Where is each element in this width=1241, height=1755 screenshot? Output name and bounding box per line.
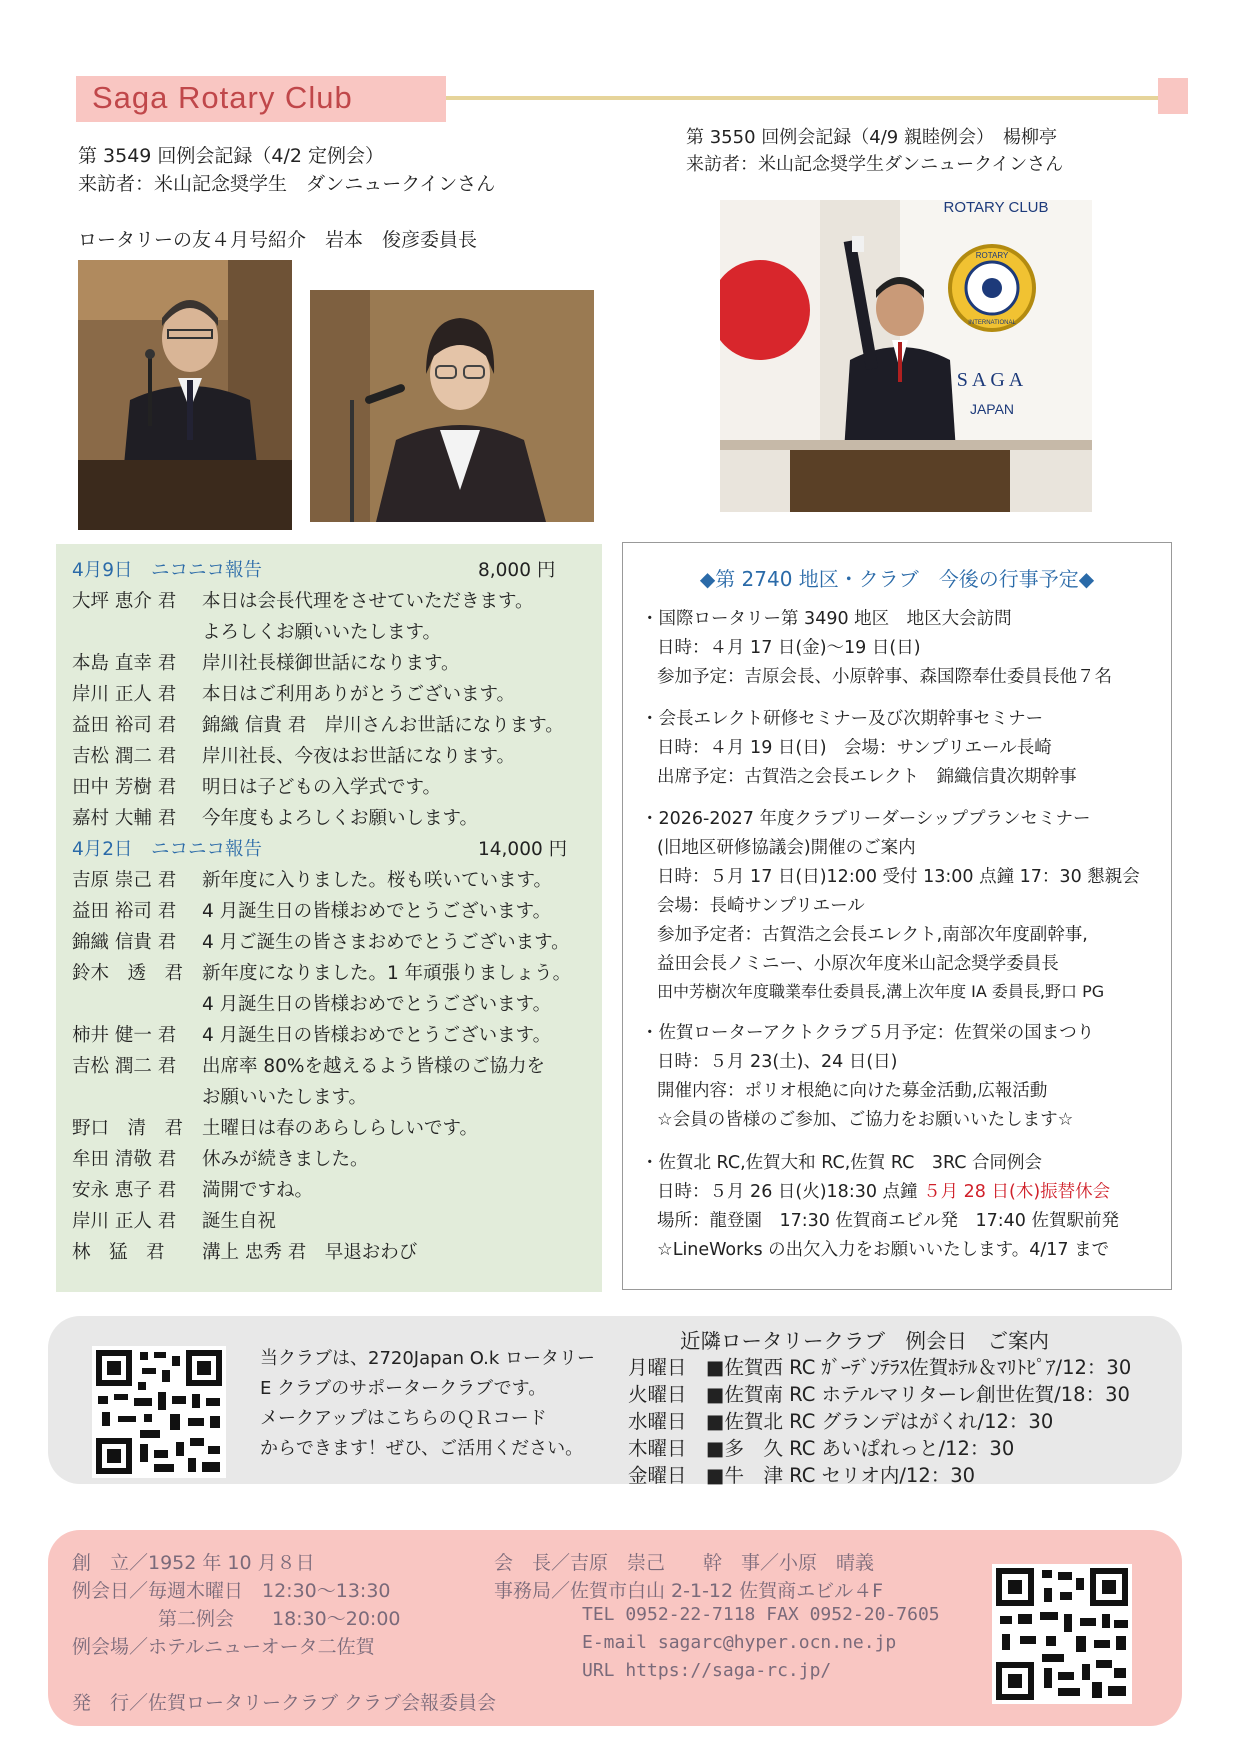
list-item: 本島 直幸 君 岸川社長様御世話になります。: [72, 653, 460, 674]
schedule-item-line: 日時：４月 17 日(金)～19 日(日): [657, 638, 921, 658]
website-link[interactable]: URL https://saga-rc.jp/: [582, 1660, 832, 1681]
banner-saga: SAGA: [956, 369, 1028, 391]
list-item: 益田 裕司 君 4 月誕生日の皆様おめでとうございます。: [72, 901, 552, 922]
list-item: 吉松 潤二 君 出席率 80%を越えるよう皆様のご協力を: [72, 1056, 546, 1077]
officers: 会 長／吉原 崇己 幹 事／小原 晴義: [494, 1552, 875, 1574]
photo-toast: [720, 200, 1092, 512]
emblem-international-text: INTERNATIONAL: [968, 320, 1016, 326]
supporter-line: メークアップはこちらのＱＲコード: [260, 1408, 547, 1429]
schedule-title: ◆第 2740 地区・クラブ 今後の行事予定◆: [699, 567, 1095, 591]
table-row: 月曜日 ■佐賀西 RC ｶﾞｰﾃﾞﾝﾃﾗｽ佐賀ﾎﾃﾙ＆ﾏﾘﾄﾋﾟｱ/12：30: [628, 1356, 1132, 1379]
meeting-venue: 例会場／ホテルニューオータ二佐賀: [72, 1636, 375, 1658]
tel-fax: TEL 0952-22-7118 FAX 0952-20-7605: [582, 1604, 940, 1625]
schedule-item-line: 出席予定：古賀浩之会長エレクト 錦織信貴次期幹事: [657, 767, 1077, 787]
schedule-item-line: 日時：５月 17 日(日)12:00 受付 13:00 点鐘 17：30 懇親会: [657, 867, 1140, 887]
supporter-line: からできます！ぜひ、ご活用ください。: [260, 1438, 584, 1459]
publisher: 発 行／佐賀ロータリークラブ クラブ会報委員会: [72, 1692, 497, 1714]
list-item: 田中 芳樹 君 明日は子どもの入学式です。: [72, 777, 442, 798]
website-qr-code[interactable]: [992, 1564, 1132, 1704]
schedule-item-line: 場所：龍登園 17:30 佐賀商エビル発 17:40 佐賀駅前発: [657, 1211, 1119, 1231]
club-title: Saga Rotary Club: [92, 80, 353, 115]
nikoniko-apr2-heading: 4月2日 ニコニコ報告: [72, 839, 263, 860]
header-rule: [446, 96, 1158, 100]
schedule-item-title: ・佐賀北 RC,佐賀大和 RC,佐賀 RC 3RC 合同例会: [641, 1153, 1043, 1173]
table-row: 木曜日 ■多 久 RC あいぱれっと/12：30: [628, 1437, 1015, 1460]
schedule-item-line: 開催内容：ポリオ根絶に向けた募金活動,広報活動: [657, 1081, 1048, 1101]
supporter-line: E クラブのサポータークラブです。: [260, 1378, 547, 1399]
schedule-panel: [622, 542, 1172, 1290]
nikoniko-apr2-amount: 14,000 円: [478, 839, 568, 860]
schedule-item-line: ☆会員の皆様のご参加、ご協力をお願いいたします☆: [657, 1110, 1074, 1130]
list-item: 嘉村 大輔 君 今年度もよろしくお願いします。: [72, 808, 479, 829]
photo-speaker-iwamoto: [78, 260, 292, 530]
founded-date: 創 立／1952 年 10 月８日: [72, 1552, 315, 1574]
meeting-3550-title: 第 3550 回例会記録（4/9 親睦例会） 楊柳亭: [686, 127, 1057, 148]
footer-box: [48, 1530, 1182, 1726]
list-item: 鈴木 透 君 新年度になりました。1 年頑張りましょう。: [72, 963, 572, 984]
list-item: 益田 裕司 君 錦織 信貴 君 岸川さんお世話になります。: [72, 715, 564, 736]
schedule-item-line: 田中芳樹次年度職業奉仕委員長,溝上次年度 IA 委員長,野口 PG: [657, 982, 1105, 1001]
list-item: 吉原 崇己 君 新年度に入りました。桜も咲いています。: [72, 870, 553, 891]
emblem-rotary-text: ROTARY: [975, 251, 1009, 260]
meeting-3549-title: 第 3549 回例会記録（4/2 定例会）: [78, 145, 385, 167]
photo-speaker-student: [310, 290, 594, 522]
supporter-line: 当クラブは、2720Japan O.k ロータリー: [260, 1348, 596, 1369]
schedule-item-line: 日時：５月 26 日(火)18:30 点鐘 ５月 28 日(木)振替休会: [657, 1182, 1111, 1202]
header-ornament: [1158, 78, 1188, 114]
schedule-item-title: ・佐賀ローターアクトクラブ５月予定：佐賀栄の国まつり: [641, 1023, 1095, 1043]
meeting-day: 例会日／毎週木曜日 12:30～13:30: [72, 1580, 391, 1602]
office-address: 事務局／佐賀市白山 2-1-12 佐賀商エビル４F: [494, 1580, 884, 1602]
email-link[interactable]: E-mail sagarc@hyper.ocn.ne.jp: [582, 1632, 897, 1653]
schedule-item-line: 日時：４月 19 日(日) 会場：サンプリエール長崎: [657, 738, 1052, 758]
makeup-qr-code[interactable]: [92, 1346, 226, 1478]
schedule-item-title: ・会長エレクト研修セミナー及び次期幹事セミナー: [641, 709, 1044, 729]
second-meeting: 第二例会 18:30～20:00: [158, 1608, 401, 1630]
nikoniko-apr9-heading: 4月9日 ニコニコ報告: [72, 560, 263, 581]
list-item: 岸川 正人 君 本日はご利用ありがとうございます。: [72, 684, 516, 705]
list-item: 吉松 潤二 君 岸川社長、今夜はお世話になります。: [72, 746, 516, 767]
neighbor-clubs-title: 近隣ロータリークラブ 例会日 ご案内: [680, 1329, 1049, 1353]
list-item: 岸川 正人 君 誕生自祝: [72, 1211, 277, 1232]
magazine-intro: ロータリーの友４月号紹介 岩本 俊彦委員長: [78, 229, 478, 251]
table-row: 火曜日 ■佐賀南 RC ホテルマリターレ創世佐賀/18：30: [628, 1383, 1130, 1406]
table-row: 金曜日 ■牛 津 RC セリオ内/12：30: [628, 1464, 976, 1487]
banner-rotary-club: ROTARY CLUB: [943, 200, 1049, 216]
supporter-box: [48, 1316, 1182, 1487]
schedule-item-line: 益田会長ノミニー、小原次年度米山記念奨学委員長: [657, 954, 1059, 974]
schedule-item-line: 日時：５月 23(土)、24 日(日): [657, 1052, 898, 1072]
list-item: 牟田 清敬 君 休みが続きました。: [72, 1149, 369, 1170]
list-item: 大坪 恵介 君 本日は会長代理をさせていただきます。: [72, 591, 534, 612]
list-item: 林 猛 君 溝上 忠秀 君 早退おわび: [72, 1242, 418, 1263]
table-row: 水曜日 ■佐賀北 RC グランデはがくれ/12：30: [628, 1410, 1054, 1433]
schedule-item-line: 参加予定者：古賀浩之会長エレクト,南部次年度副幹事,: [657, 925, 1088, 945]
list-item: 柿井 健一 君 4 月誕生日の皆様おめでとうございます。: [72, 1025, 552, 1046]
banner-japan: JAPAN: [969, 401, 1015, 417]
list-item: 安永 恵子 君 満開ですね。: [72, 1180, 314, 1201]
meeting-3549-visitor: 来訪者：米山記念奨学生 ダンニュークインさん: [78, 173, 496, 195]
schedule-item-line: ☆LineWorks の出欠入力をお願いいたします。4/17 まで: [657, 1240, 1110, 1260]
schedule-item-line: (旧地区研修協議会)開催のご案内: [657, 838, 916, 858]
schedule-red-note: ５月 28 日(木)振替休会: [923, 1182, 1111, 1202]
list-item: 野口 清 君 土曜日は春のあらしらしいです。: [72, 1118, 479, 1139]
meeting-3550-visitor: 来訪者：米山記念奨学生ダンニュークインさん: [686, 154, 1064, 175]
nikoniko-panel: 4月9日 ニコニコ報告 8,000 円 大坪 恵介 君 本日は会長代理をさせていただきます。 よろしくお願いいたします。 本島 直幸 君 岸川社長様御世話になります。 岸川 正人 君 本日はご利用ありがとうございます。 益田 裕司 君 錦織 信貴 君 岸川さんお世話になります。 吉松 潤二 君 岸川社長、今夜はお世話になります。 田中 芳樹 君 明日は子どもの入学式です。 嘉村 大輔 君 今年度もよろしくお願いします。 4月2日 ニコニコ報告 14,000 円 吉原 崇己 君 新年度に入りました。桜も咲いています。 益田 裕司 君 4 月誕生日の皆様おめでとうございます。 錦織 信貴 君 4 月ご誕生の皆さまおめでとうございます。 鈴木 透 君 新年度になりました。1 年頑張りましょう。 4 月誕生日の皆様おめでとうございます。 柿井 健一 君 4 月誕生日の皆様おめでとうございます。 吉松 潤二 君 出席率 80%を越えるよう皆様のご協力を お願いいたします。 野口 清 君 土曜日は春のあらしらしいです。 牟田 清敬 君 休みが続きました。 安永 恵子 君 満開ですね。 岸川 正人 君 誕生自祝 林 猛 君 溝上 忠秀 君 早退おわび: [56, 544, 602, 1292]
schedule-item-line: 会場：長崎サンプリエール: [657, 896, 865, 916]
schedule-item-title: ・国際ロータリー第 3490 地区 地区大会訪問: [641, 609, 1012, 629]
schedule-item-title: ・2026-2027 年度クラブリーダーシッププランセミナー: [641, 809, 1091, 829]
schedule-item-line: 参加予定：吉原会長、小原幹事、森国際奉仕委員長他７名: [657, 667, 1112, 687]
nikoniko-apr9-amount: 8,000 円: [478, 560, 556, 581]
list-item: 錦織 信貴 君 4 月ご誕生の皆さまおめでとうございます。: [72, 932, 570, 953]
